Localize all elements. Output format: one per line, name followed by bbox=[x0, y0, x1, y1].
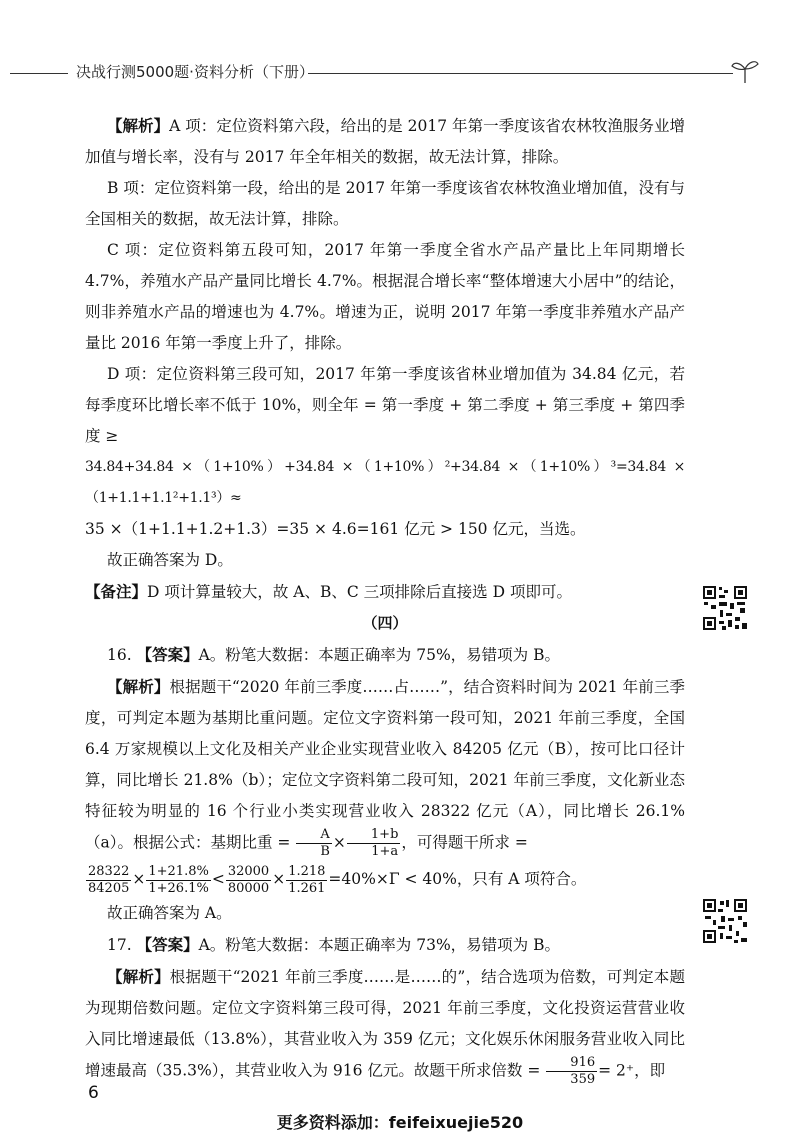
fraction-growth: $\frac{1+21.8\%}{1+26.1\%}$ bbox=[148, 863, 209, 896]
fraction-A-over-B: $\frac{A}{B}$ bbox=[296, 827, 332, 860]
note-text: D 项计算量较大，故 A、B、C 三项排除后直接选 D 项即可。 bbox=[147, 583, 572, 601]
paragraph-option-b: B 项：定位资料第一段，给出的是 2017 年第一季度该省农林牧渔业增加值，没有与全国相关的数据，故无法计算，排除。 bbox=[85, 179, 685, 228]
question-17-analysis bbox=[85, 961, 685, 1088]
times-sign: × bbox=[272, 870, 286, 888]
formula-line-d2: 35 ×（1+1.1+1.2+1.3）=35 × 4.6=161 亿元 > 150 亿元，当选。 bbox=[85, 520, 586, 538]
times-sign: × bbox=[132, 870, 146, 888]
less-than-sign: < bbox=[211, 870, 225, 888]
formula-tail: =40%×Γ < 40%，只有 A 项符合。 bbox=[328, 870, 587, 888]
answer-16: 故正确答案为 A。 bbox=[107, 904, 232, 922]
analysis-tag: 【解析】 bbox=[107, 677, 170, 696]
running-header bbox=[0, 58, 800, 88]
question-17-answer bbox=[85, 929, 685, 961]
analysis-a-text: A 项：定位资料第六段，给出的是 2017 年第一季度该省农林牧渔服务业增加值与增长率，没有与 2017 年全年相关的数据，故无法计算，排除。 bbox=[85, 117, 685, 166]
analysis-continued: ，可得题干所求 = bbox=[401, 833, 528, 852]
analysis-tag: 【解析】 bbox=[107, 967, 170, 986]
paragraph-option-d: D 项：定位资料第三段可知，2017 年第一季度该省林业增加值为 34.84 亿元，若每季度环比增长率不低于 10%，则全年 = 第一季度 + 第二季度 + 第三季度 + 第四季度 ≥ bbox=[85, 365, 685, 445]
qr-code-icon[interactable] bbox=[702, 898, 748, 944]
header-rule-right bbox=[308, 73, 733, 74]
answer-tag: 【答案】 bbox=[136, 645, 199, 664]
times-sign: × bbox=[332, 833, 346, 852]
section-heading: （四） bbox=[362, 614, 408, 632]
fraction-1b-over-1a: $\frac{1+b}{1+a}$ bbox=[347, 827, 401, 860]
sprout-icon bbox=[730, 58, 760, 84]
formula-16 bbox=[85, 860, 685, 898]
header-rule-left bbox=[10, 73, 68, 74]
fraction-32000-over-80000: $\frac{32000}{80000}$ bbox=[227, 863, 270, 896]
answer-tag: 【答案】 bbox=[136, 935, 199, 954]
formula-line-d1: 34.84+34.84 ×（1+10%）+34.84 ×（1+10%）²+34.84 ×（1+10%）³=34.84 ×（1+1.1+1.1²+1.1³）≈ bbox=[85, 459, 685, 506]
page-body bbox=[85, 110, 685, 1088]
question-16-analysis bbox=[85, 671, 685, 860]
analysis-tag: 【解析】 bbox=[107, 116, 170, 135]
fraction-28322-over-84205: $\frac{28322}{84205}$ bbox=[88, 863, 130, 896]
answer-d: 故正确答案为 D。 bbox=[107, 551, 233, 569]
paragraph-option-c: C 项：定位资料第五段可知，2017 年第一季度全省水产品产量比上年同期增长 4.7%，养殖水产品产量同比增长 4.7%。根据混合增长率“整体增速大小居中”的结论，则非养殖水产品的增速也为 4.7%。增速为正，说明 2017 年第一季度非养殖水产品产量比 2016 年第一季度上升了，排除。 bbox=[85, 241, 685, 352]
book-title: 决战行测5000题·资料分析（下册） bbox=[76, 63, 314, 81]
question-16-answer bbox=[85, 639, 685, 671]
fraction-916-over-359: $\frac{916}{359}$ bbox=[546, 1055, 597, 1088]
analysis-text: 根据题干“2020 年前三季度……占……”，结合资料时间为 2021 年前三季度，可判定本题为基期比重问题。定位文字资料第一段可知，2021 年前三季度，全国 6.4 万家规模以上文化及相关产业企业实现营业收入 84205 亿元（B），按可比口径计算，同比增长 21.8%（b）；定位文字资料第二段可知，2021 年前三季度，文化新业态特征较为明显的 16 个行业小类实现营业收入 28322 亿元（A），同比增长 26.1%（a）。根据公式：基期比重 = bbox=[85, 678, 685, 852]
answer-text: A。粉笔大数据：本题正确率为 75%，易错项为 B。 bbox=[198, 646, 560, 664]
answer-text: A。粉笔大数据：本题正确率为 73%，易错项为 B。 bbox=[198, 936, 560, 954]
question-number: 16. bbox=[107, 646, 132, 664]
footer-watermark: 更多资料添加：feifeixuejie520 bbox=[276, 1113, 524, 1132]
fraction-1218-over-1261: $\frac{1.218}{1.261}$ bbox=[288, 863, 326, 896]
question-number: 17. bbox=[107, 936, 132, 954]
note-paragraph bbox=[85, 576, 685, 608]
paragraph-analysis-a bbox=[85, 110, 685, 173]
qr-code-icon[interactable] bbox=[702, 585, 748, 631]
note-tag: 【备注】 bbox=[85, 582, 148, 601]
analysis-tail: = 2⁺，即 bbox=[598, 1061, 666, 1080]
page-number: 6 bbox=[88, 1083, 99, 1103]
analysis-text: 根据题干“2021 年前三季度……是……的”，结合选项为倍数，可判定本题为现期倍数问题。定位文字资料第三段可得，2021 年前三季度，文化投资运营营业收入同比增速最低（13.8%），其营业收入为 359 亿元；文化娱乐休闲服务营业收入同比增速最高（35.3%），其营业收入为 916 亿元。故题干所求倍数 = bbox=[85, 968, 685, 1080]
